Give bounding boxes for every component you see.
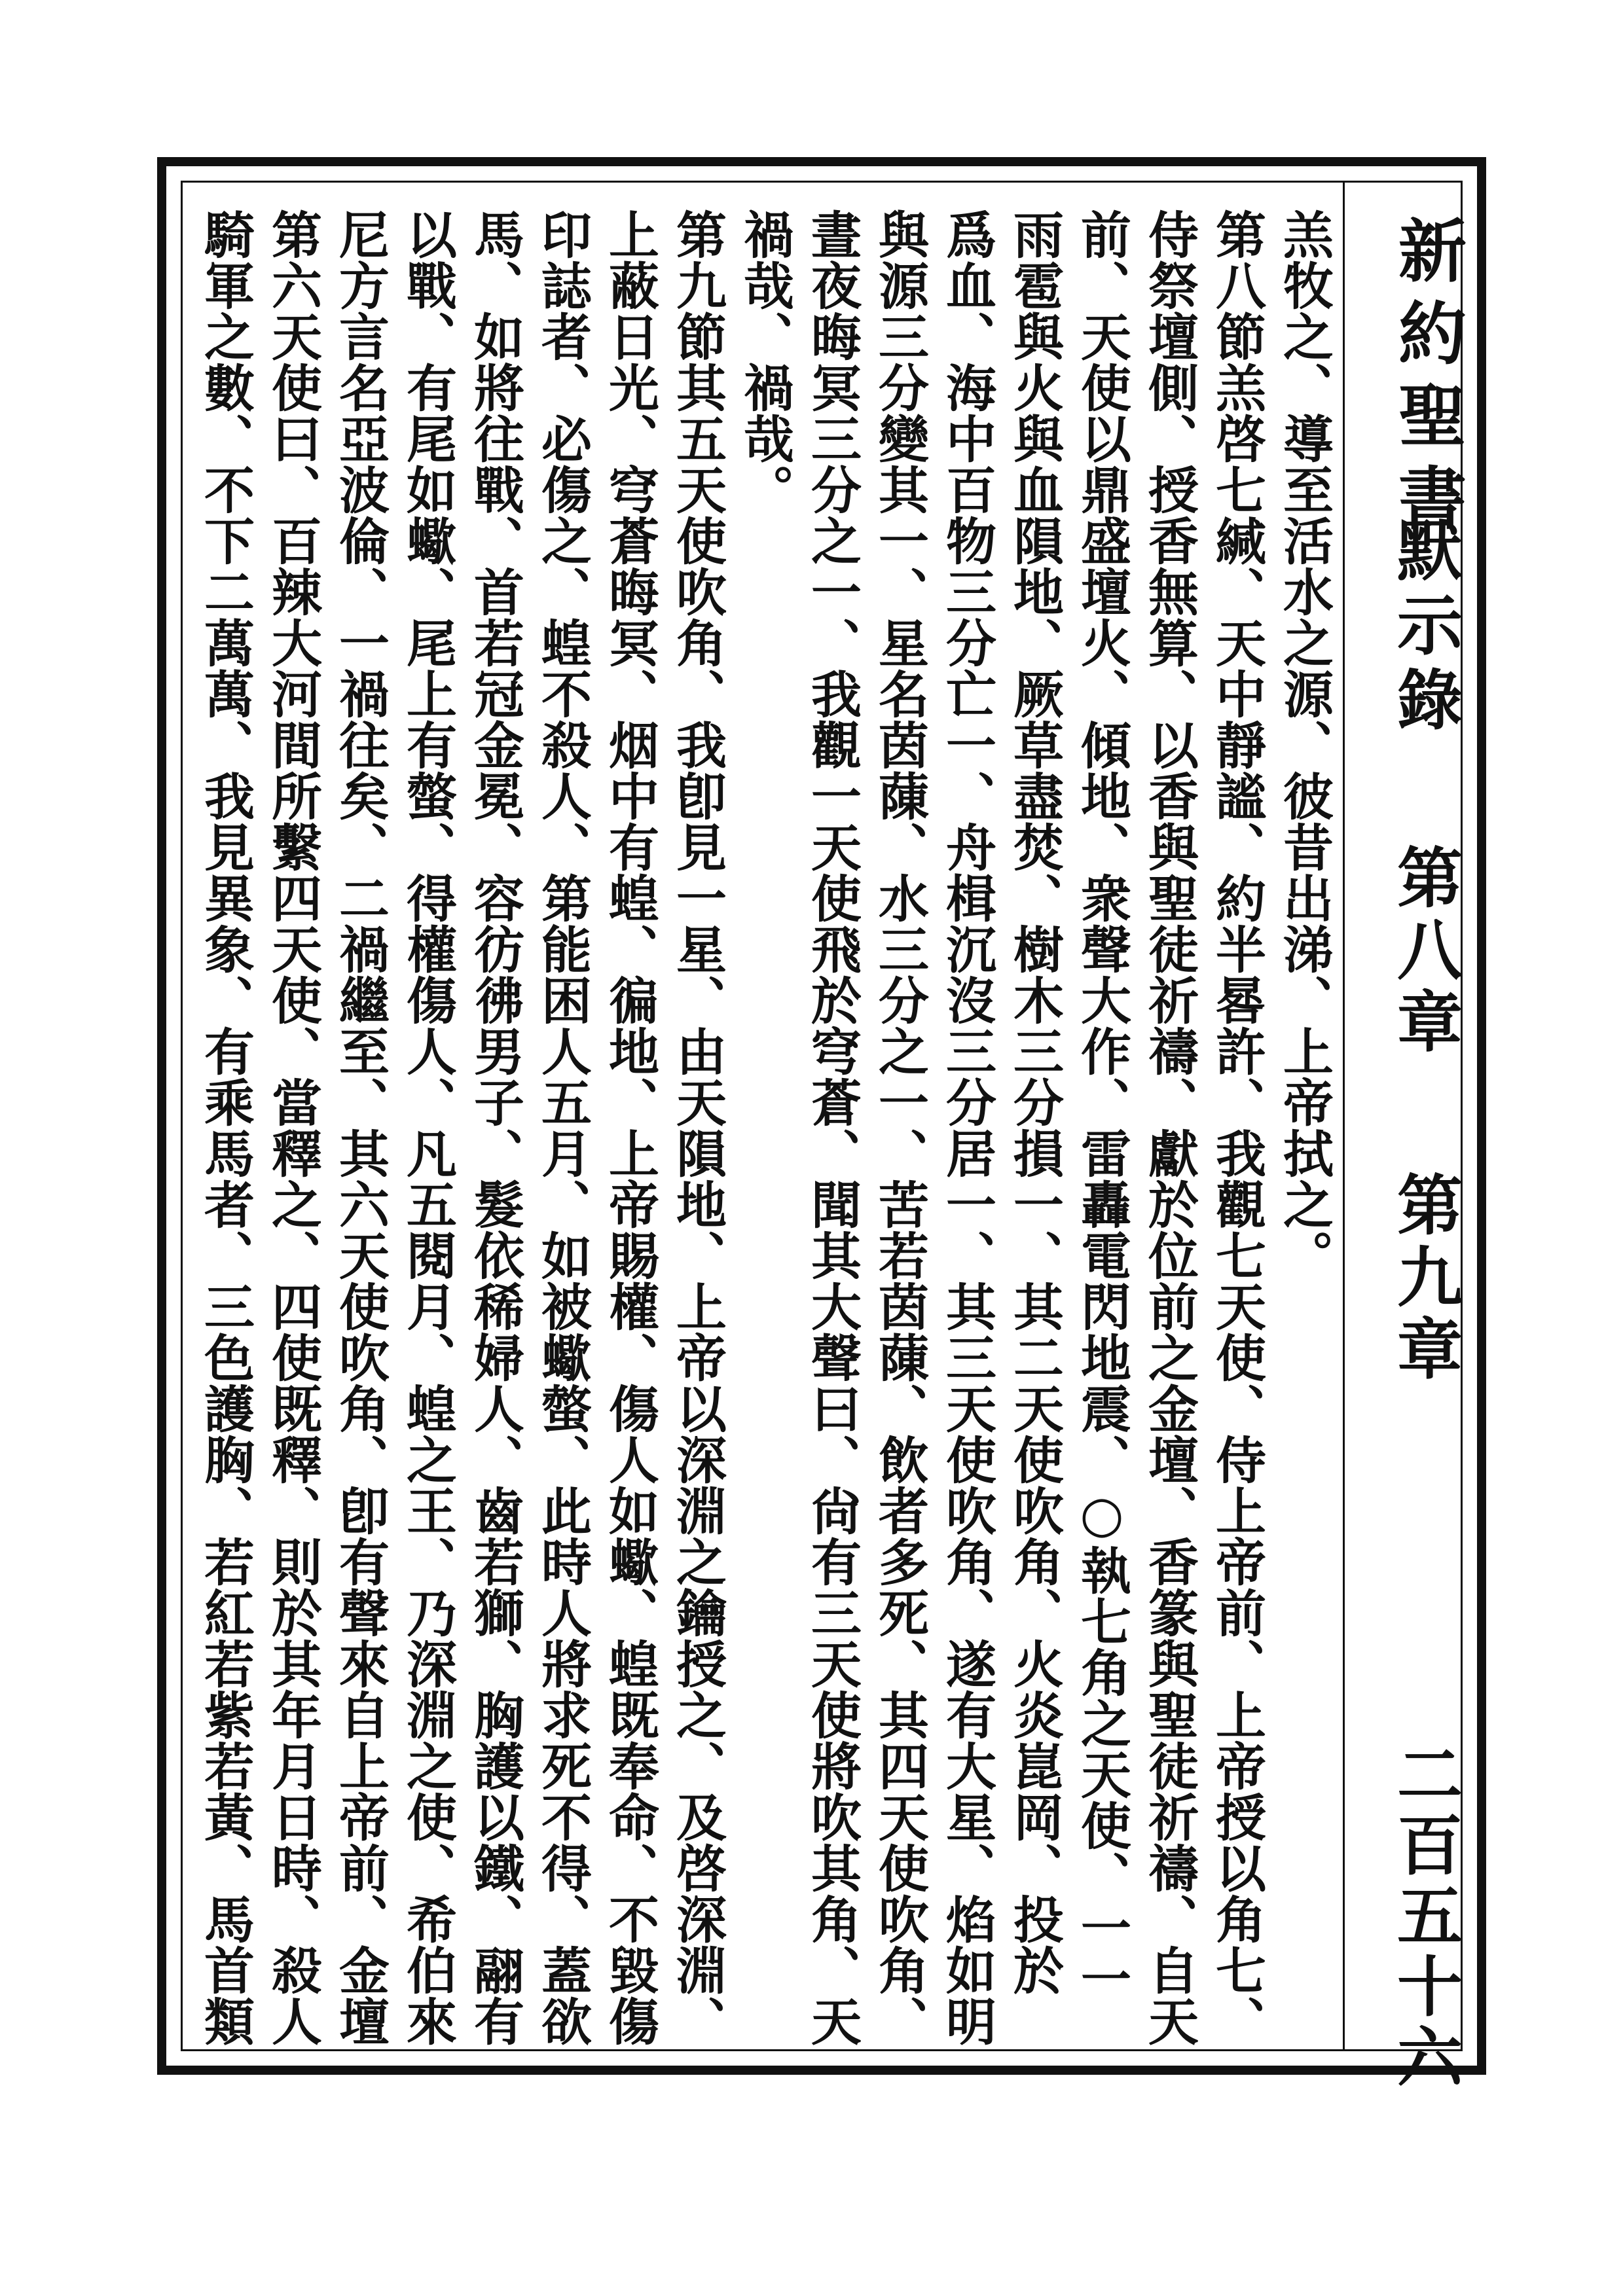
chapter-label-8: 第八章 bbox=[1386, 844, 1463, 1060]
text-body bbox=[184, 209, 1336, 2048]
text-column: 第九節其五天使吹角、我卽見一星、由天隕地、上帝以深淵之鑰授之、及啓深淵、 bbox=[668, 209, 727, 2047]
text-column: 上蔽日光、穹蒼晦冥、烟中有蝗、徧地、上帝賜權、傷人如蠍、蝗既奉命、不毀傷 bbox=[600, 209, 659, 2047]
page-number: 二百五十六 bbox=[1386, 1740, 1463, 2094]
text-column: 羔牧之、導至活水之源、彼昔出涕、上帝拭之。 bbox=[1275, 209, 1334, 1281]
text-column: 爲血、海中百物三分亡一、舟楫沉沒三分居一、其三天使吹角、遂有大星、焰如明 bbox=[938, 209, 996, 2047]
text-column: 馬、如將往戰、首若冠金冕、容彷彿男子、髮依稀婦人、齒若獅、胸護以鐵、翮有 bbox=[465, 209, 524, 2047]
text-column: 雨雹與火與血隕地、厥草盡焚、樹木三分損一、其二天使吹角、火炎崑岡、投於 bbox=[1005, 209, 1064, 1996]
text-column: 騎軍之數、不下二萬萬、我見異象、有乘馬者、三色護胸、若紅若紫若黃、馬首類 bbox=[196, 209, 255, 2047]
text-column: 第六天使曰、百辣大河間所繫四天使、當釋之、四使既釋、則於其年月日時、殺人 bbox=[263, 209, 322, 2047]
text-column: 以戰、有尾如蠍、尾上有螫、得權傷人、凡五閱月、蝗之王、乃深淵之使、希伯來 bbox=[398, 209, 457, 2047]
text-column: 禍哉、禍哉。 bbox=[735, 209, 794, 515]
text-column: 與源三分變其一、星名茵蔯、水三分之一、苦若茵蔯、飲者多死、其四天使吹角、 bbox=[870, 209, 929, 2047]
text-column: 印誌者、必傷之、蝗不殺人、第能困人五月、如被蠍螫、此時人將求死不得、蓋欲 bbox=[533, 209, 592, 2047]
chapter-label-9: 第九章 bbox=[1386, 1171, 1463, 1387]
page-frame bbox=[157, 157, 1486, 2094]
text-column: 尼方言名亞波倫、一禍往矣、二禍繼至、其六天使吹角、卽有聲來自上帝前、金壇 bbox=[331, 209, 390, 2047]
book-name: 默示錄 bbox=[1386, 516, 1463, 740]
book-title: 新約聖書 bbox=[1387, 215, 1467, 545]
running-header bbox=[1343, 183, 1467, 2094]
text-column: 前、天使以鼎盛壇火、傾地、衆聲大作、雷轟電閃地震、○執七角之天使、一一 bbox=[1072, 209, 1131, 2004]
inner-frame bbox=[181, 181, 1467, 2094]
text-column: 第八節羔啓七緘、天中靜謐、約半晷許、我觀七天使、侍上帝前、上帝授以角七、 bbox=[1207, 209, 1266, 2047]
text-column: 侍祭壇側、授香無算、以香與聖徒祈禱、獻於位前之金壇、香篆與聖徒祈禱、自天 bbox=[1140, 209, 1199, 2047]
text-column: 晝夜晦冥三分之一、我觀一天使飛於穹蒼、聞其大聲曰、尙有三天使將吹其角、天 bbox=[803, 209, 862, 2047]
